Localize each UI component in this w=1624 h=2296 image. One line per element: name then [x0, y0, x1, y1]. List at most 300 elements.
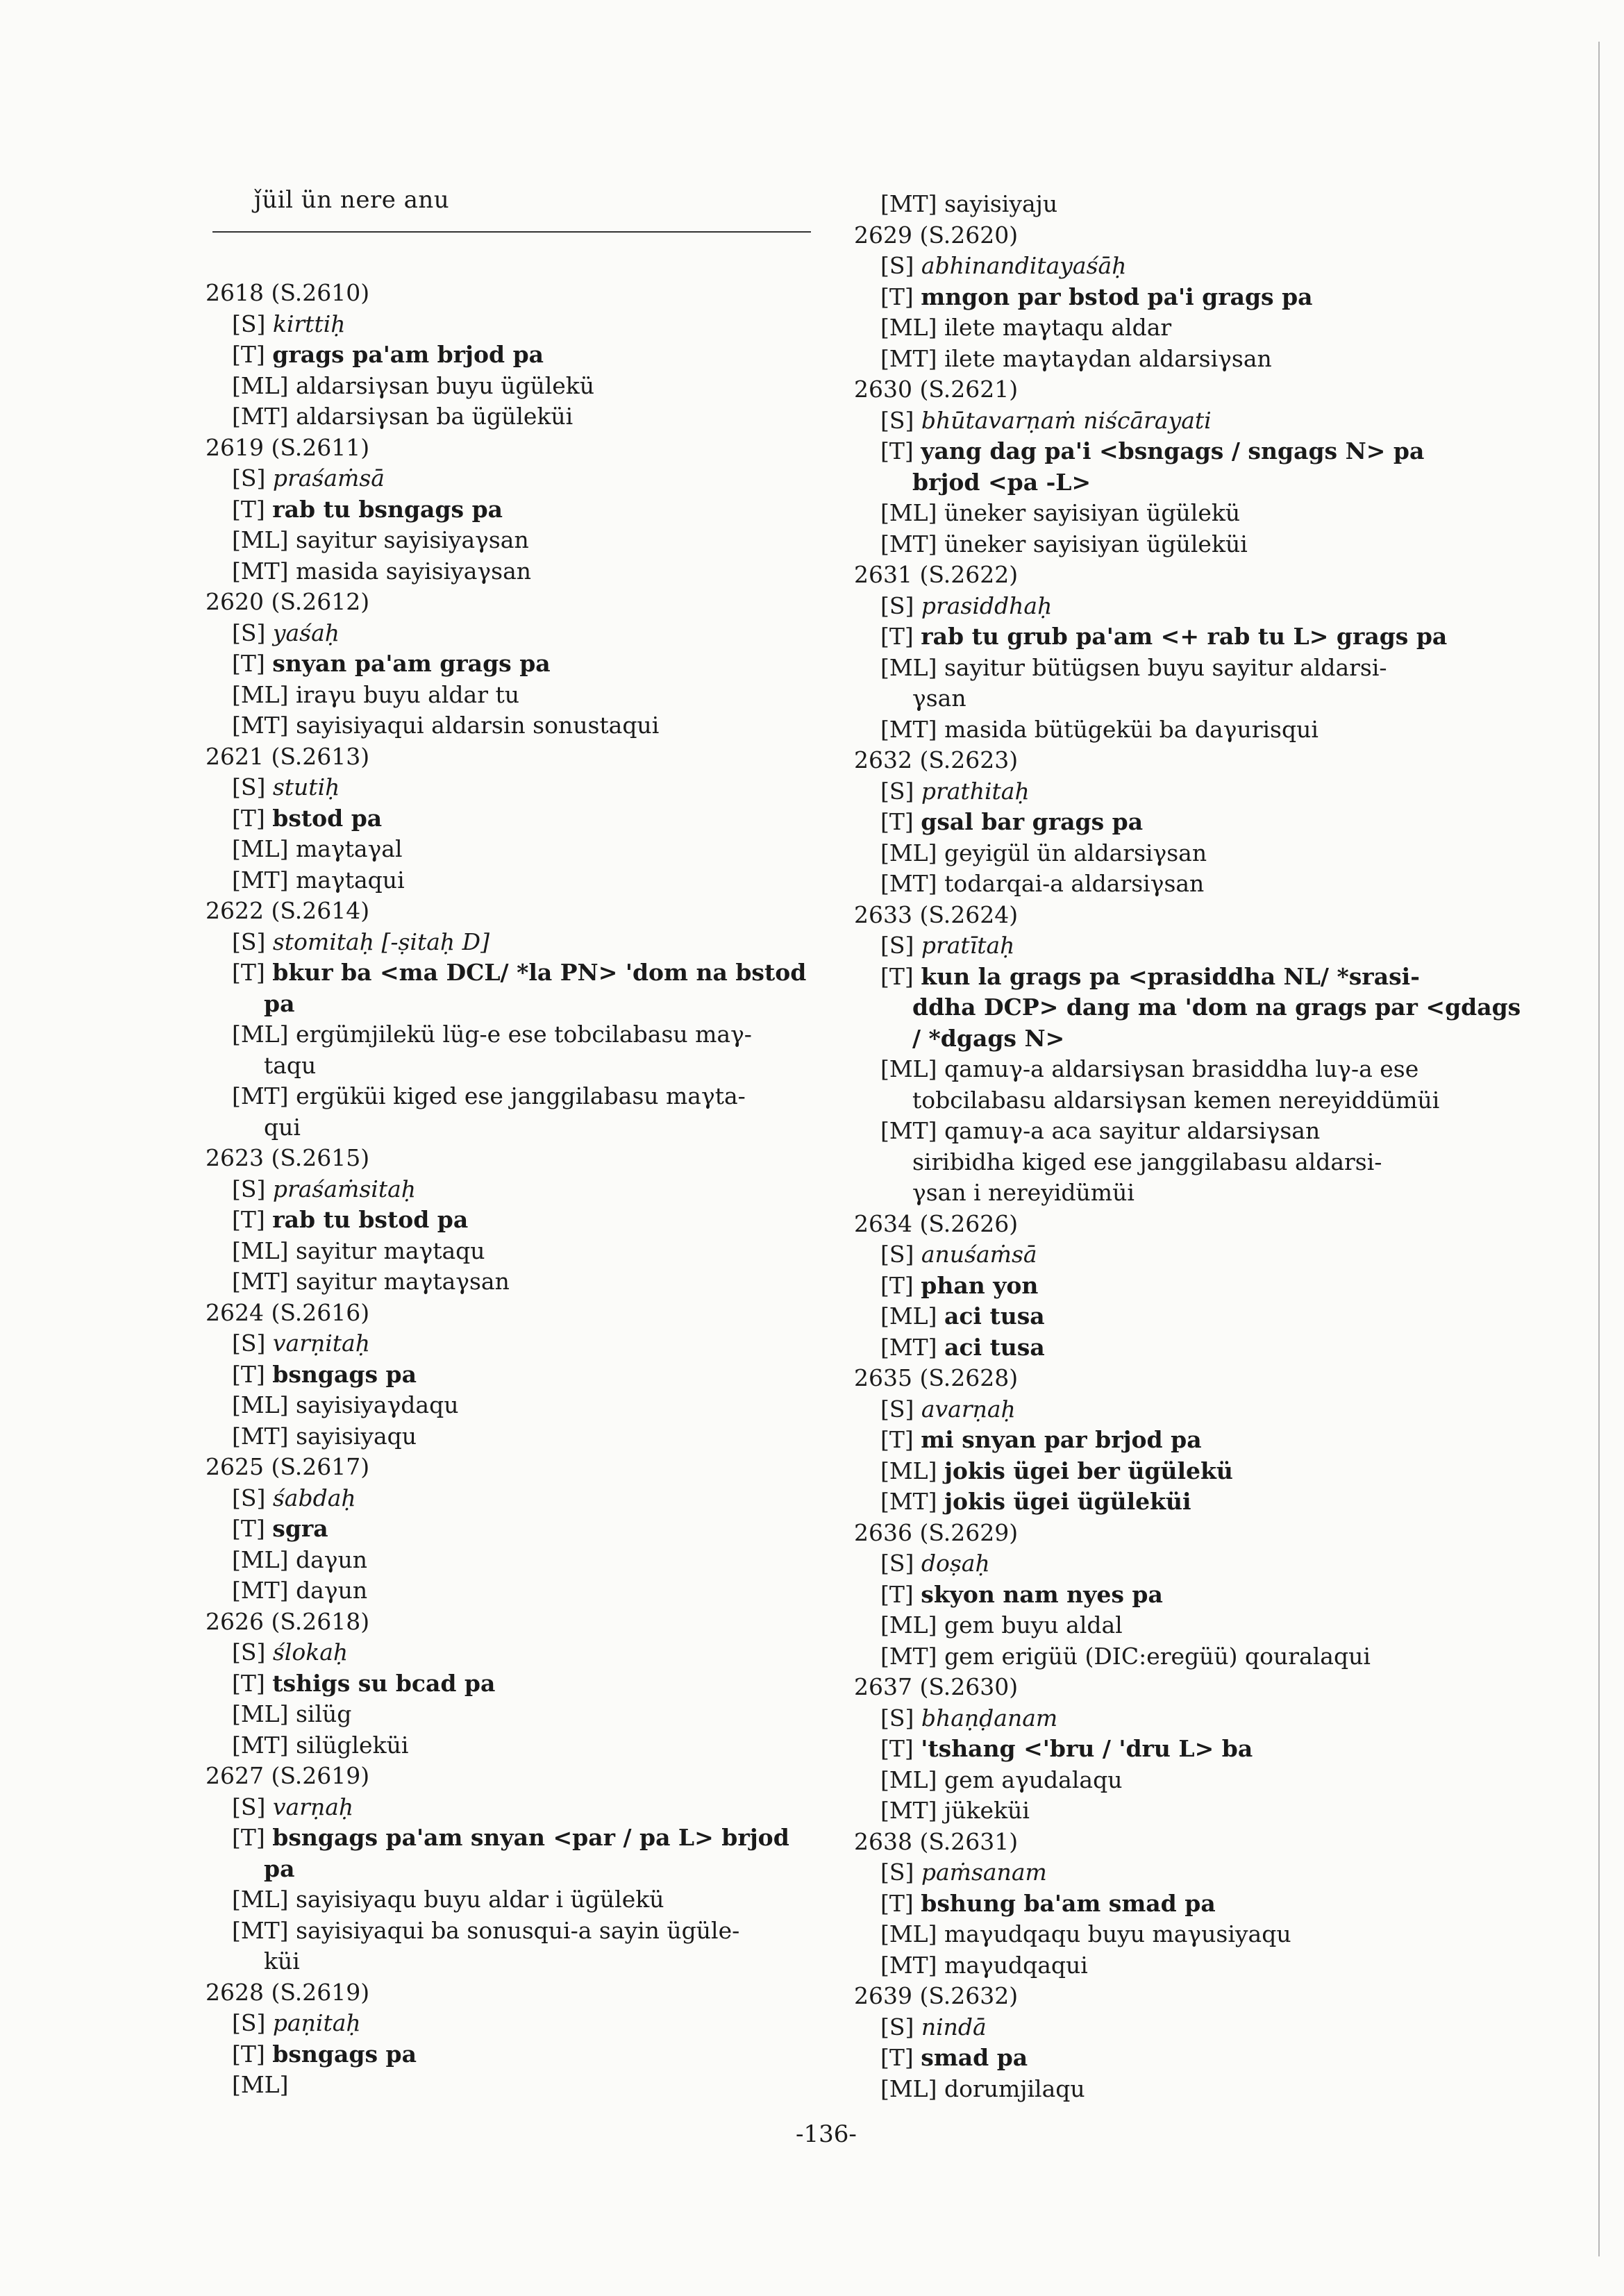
- entry-label: [ML]: [232, 1545, 289, 1573]
- entry-text: iraγu buyu aldar tu: [295, 680, 519, 708]
- entry-line: [854, 1734, 1472, 1765]
- entry-line: [854, 312, 1472, 344]
- entry-line: [854, 1919, 1472, 1950]
- entry-label: [S]: [880, 2013, 914, 2041]
- entry-text: silügleküi: [296, 1731, 409, 1759]
- entry-number: 2635 (S.2628): [854, 1364, 1019, 1391]
- entry-line: [854, 405, 1472, 437]
- entry-continuation: küi: [264, 1947, 300, 1975]
- right-column: [854, 189, 1521, 2104]
- entry-continuation: taqu: [264, 1051, 317, 1079]
- entry-label: [S]: [880, 777, 914, 805]
- entry-line: [206, 618, 823, 649]
- entry-number: 2626 (S.2618): [206, 1607, 370, 1635]
- entry-label: [S]: [880, 1859, 914, 1886]
- entry-line: [854, 498, 1472, 529]
- entry-label: [T]: [232, 959, 265, 986]
- entry-label: [MT]: [880, 344, 937, 372]
- entry-line: [206, 463, 823, 494]
- entry-line: [854, 1332, 1472, 1364]
- entry-continuation: pa: [264, 1854, 295, 1882]
- entry-line: [854, 1641, 1472, 1673]
- entry-number: 2627 (S.2619): [206, 1762, 370, 1789]
- entry-label: [ML]: [880, 1457, 937, 1484]
- entry-continuation: tobcilabasu aldarsiγsan kemen nereyiddümüi: [912, 1086, 1440, 1114]
- entry-text: qamuγ-a aldarsiγsan brasiddha luγ-a ese: [944, 1055, 1419, 1082]
- entry-number: 2634 (S.2626): [854, 1209, 1019, 1237]
- entry-line: [854, 1425, 1472, 1456]
- entry-line: [206, 927, 823, 958]
- entry-text: sayitur maγtaqu: [295, 1237, 485, 1264]
- entry-line: [206, 401, 823, 433]
- entry-line: [854, 2012, 1472, 2043]
- entry-line: [206, 1081, 823, 1112]
- entry-line: [854, 1301, 1472, 1332]
- entry-number: 2621 (S.2613): [206, 742, 370, 770]
- entry-line: [206, 371, 823, 402]
- entry-number: 2633 (S.2624): [854, 900, 1019, 928]
- entry-line: [206, 1483, 823, 1514]
- entry-label: [ML]: [232, 680, 289, 708]
- entry-text: maγtaqui: [296, 866, 405, 894]
- entry-label: [MT]: [880, 530, 937, 558]
- entry-text: maγudqaqu buyu maγusiyaqu: [944, 1920, 1291, 1947]
- entry-text: aci tusa: [944, 1302, 1045, 1330]
- entry-text: aldarsiγsan ba ügüleküi: [296, 403, 574, 430]
- entry-text: kirttiḥ: [272, 310, 346, 337]
- entry-text: ilete maγtaγdan aldarsiγsan: [944, 344, 1272, 372]
- entry-line: [206, 1266, 823, 1298]
- entry-label: [MT]: [232, 403, 289, 430]
- entry-text: gem buyu aldal: [944, 1611, 1123, 1639]
- entry-label: [MT]: [880, 190, 937, 217]
- entry-line: [206, 648, 823, 680]
- entry-label: [S]: [232, 464, 266, 492]
- entry-line: [206, 1514, 823, 1545]
- entry-text: yaśaḥ: [272, 619, 340, 646]
- entry-text: śabdaḥ: [272, 1484, 356, 1511]
- entry-line: [206, 1730, 823, 1761]
- entry-text: dorumjilaqu: [944, 2075, 1085, 2102]
- entry-label: [ML]: [880, 1766, 937, 1793]
- entry-number: 2619 (S.2611): [206, 433, 370, 461]
- entry-label: [ML]: [880, 1302, 937, 1330]
- entry-label: [T]: [880, 808, 914, 835]
- entry-text: varṇitaḥ: [272, 1330, 370, 1357]
- entry-text: silüg: [295, 1700, 352, 1727]
- entry-line: [206, 1699, 823, 1730]
- entry-line: [854, 714, 1472, 746]
- entry-text: rab tu bsngags pa: [272, 495, 503, 523]
- entry-text: rab tu grub pa'am <+ rab tu L> grags pa: [921, 623, 1448, 650]
- entry-label: [S]: [232, 2009, 266, 2036]
- entry-line: [854, 1486, 1472, 1518]
- entry-line: [854, 1054, 1472, 1085]
- entry-number: 2631 (S.2622): [854, 561, 1019, 588]
- entry-line: [206, 710, 823, 741]
- entry-label: [T]: [880, 2044, 914, 2071]
- entry-line: [854, 189, 1472, 220]
- entry-label: [MT]: [880, 715, 937, 743]
- entry-continuation: / *dgags N>: [912, 1024, 1065, 1052]
- entry-label: [S]: [232, 1484, 266, 1511]
- entry-label: [MT]: [232, 1422, 289, 1450]
- entry-label: [MT]: [880, 1333, 937, 1361]
- entry-label: [MT]: [232, 1731, 289, 1759]
- entry-line: [854, 1795, 1472, 1827]
- entry-label: [S]: [232, 1175, 266, 1203]
- entry-text: bsngags pa: [272, 2040, 417, 2068]
- entry-text: maγudqaqui: [944, 1951, 1088, 1979]
- entry-line: [854, 529, 1472, 560]
- entry-label: [T]: [232, 495, 265, 523]
- entry-text: jokis ügei ber ügülekü: [944, 1457, 1233, 1484]
- entry-label: [ML]: [232, 371, 289, 399]
- entry-label: [ML]: [880, 2075, 937, 2102]
- entry-text: varṇaḥ: [272, 1793, 354, 1820]
- entry-line: [206, 803, 823, 835]
- entry-label: [T]: [232, 1669, 265, 1697]
- entry-text: gem erigüü (DIC:eregüü) qouralaqui: [944, 1642, 1371, 1670]
- entry-line: [206, 1019, 823, 1050]
- entry-label: [MT]: [880, 1797, 937, 1824]
- entry-label: [MT]: [232, 1268, 289, 1295]
- entry-line: [206, 1916, 823, 1947]
- entry-line: [206, 1328, 823, 1359]
- entry-label: [S]: [880, 1395, 914, 1423]
- entry-number: 2636 (S.2629): [854, 1518, 1019, 1546]
- entry-number: 2625 (S.2617): [206, 1453, 370, 1480]
- entry-line: [854, 591, 1472, 622]
- entry-line: [206, 1792, 823, 1823]
- entry-text: yang dag pa'i <bsngags / sngags N> pa: [921, 437, 1425, 464]
- entry-line: [206, 1545, 823, 1576]
- entry-text: kun la grags pa <prasiddha NL/ *srasi-: [921, 962, 1420, 990]
- entry-text: bsngags pa'am snyan <par / pa L> brjod: [272, 1824, 789, 1851]
- entry-label: [T]: [880, 1735, 914, 1762]
- entry-label: [S]: [880, 932, 914, 959]
- entry-text: masida bütügeküi ba daγurisqui: [944, 715, 1319, 743]
- entry-text: anuśaṁsā: [921, 1241, 1037, 1268]
- entry-text: sayisiyaqu: [296, 1422, 417, 1450]
- entry-line: [854, 962, 1472, 993]
- entry-label: [MT]: [232, 1082, 289, 1109]
- entry-label: [ML]: [232, 1886, 289, 1913]
- entry-text: paṁsanam: [921, 1859, 1047, 1886]
- header-rule: [212, 231, 811, 233]
- entry-text: todarqai-a aldarsiγsan: [944, 870, 1205, 897]
- entry-label: [T]: [232, 1206, 265, 1233]
- entry-label: [S]: [232, 773, 266, 801]
- entry-text: gem aγudalaqu: [944, 1766, 1123, 1793]
- entry-text: stomitaḥ [-ṣitaḥ D]: [272, 928, 489, 955]
- entry-line: [206, 494, 823, 526]
- entry-text: qamuγ-a aca sayitur aldarsiγsan: [944, 1117, 1321, 1144]
- entry-label: [T]: [232, 2040, 265, 2068]
- entry-line: [854, 2043, 1472, 2074]
- entry-text: mi snyan par brjod pa: [921, 1426, 1202, 1453]
- entry-text: daγun: [296, 1577, 368, 1604]
- entry-label: [MT]: [232, 866, 289, 894]
- entry-label: [S]: [232, 1330, 266, 1357]
- entry-line: [854, 282, 1472, 313]
- entry-text: aldarsiγsan buyu ügülekü: [295, 371, 595, 399]
- entry-text: bkur ba <ma DCL/ *la PN> 'dom na bstod: [272, 959, 807, 986]
- entry-label: [MT]: [232, 1916, 289, 1944]
- entry-text: nindā: [921, 2013, 987, 2041]
- entry-number: 2620 (S.2612): [206, 588, 370, 615]
- entry-text: paṇitaḥ: [272, 2009, 361, 2036]
- entry-label: [ML]: [232, 526, 289, 553]
- entry-label: [ML]: [880, 1920, 937, 1947]
- entry-continuation: γsan: [912, 685, 966, 712]
- entry-text: doṣaḥ: [921, 1550, 990, 1577]
- entry-line: [854, 1271, 1472, 1302]
- entry-label: [T]: [880, 1271, 914, 1299]
- entry-line: [854, 1579, 1472, 1611]
- entry-text: jokis ügei ügüleküi: [944, 1488, 1191, 1515]
- entry-line: [854, 653, 1472, 684]
- entry-text: mngon par bstod pa'i grags pa: [921, 283, 1313, 310]
- entry-label: [S]: [880, 406, 914, 434]
- entry-label: [T]: [880, 283, 914, 310]
- entry-number: 2624 (S.2616): [206, 1298, 370, 1326]
- entry-label: [ML]: [880, 499, 937, 526]
- entry-number: 2629 (S.2620): [854, 221, 1019, 249]
- entry-label: [MT]: [880, 1117, 937, 1144]
- entry-text: gsal bar grags pa: [921, 808, 1144, 835]
- entry-line: [854, 436, 1472, 467]
- entry-line: [206, 1637, 823, 1668]
- entry-line: [854, 1116, 1472, 1147]
- entry-line: [206, 1575, 823, 1607]
- entry-text: grags pa'am brjod pa: [272, 341, 544, 368]
- entry-line: [206, 865, 823, 896]
- entry-text: ślokaḥ: [272, 1639, 349, 1666]
- entry-label: [T]: [880, 1426, 914, 1453]
- entry-label: [MT]: [232, 1577, 289, 1604]
- entry-text: üneker sayisiyan ügüleküi: [944, 530, 1248, 558]
- scan-edge-line: [1598, 42, 1600, 2256]
- entry-label: [ML]: [232, 2071, 289, 2098]
- entry-text: smad pa: [921, 2044, 1028, 2071]
- entry-text: sayisiyaqui ba sonusqui-a sayin ügüle-: [296, 1916, 740, 1944]
- entry-label: [S]: [232, 1793, 266, 1820]
- entry-line: [854, 838, 1472, 869]
- entry-text: daγun: [295, 1545, 367, 1573]
- entry-line: [206, 556, 823, 587]
- entry-line: [854, 1610, 1472, 1641]
- entry-number: 2628 (S.2619): [206, 1978, 370, 2006]
- entry-text: sayisiyaju: [944, 190, 1058, 217]
- entry-line: [854, 930, 1472, 962]
- entry-text: 'tshang <'bru / 'dru L> ba: [921, 1735, 1253, 1762]
- entry-line: [854, 1888, 1472, 1920]
- entry-line: [206, 1668, 823, 1700]
- entry-line: [854, 1456, 1472, 1487]
- entry-label: [T]: [232, 804, 265, 832]
- entry-line: [854, 807, 1472, 838]
- entry-label: [MT]: [880, 1488, 937, 1515]
- entry-text: sayitur bütügsen buyu sayitur aldarsi-: [944, 653, 1387, 681]
- page-header-title: ǰüil ün nere anu: [254, 186, 450, 214]
- entry-line: [206, 1359, 823, 1391]
- entry-line: [854, 1857, 1472, 1888]
- entry-text: üneker sayisiyan ügülekü: [944, 499, 1241, 526]
- entry-label: [MT]: [880, 1642, 937, 1670]
- entry-line: [854, 2074, 1472, 2105]
- entry-text: sayisiyaγdaqu: [295, 1391, 459, 1418]
- entry-text: bhūtavarṇaṁ niścārayati: [921, 406, 1212, 434]
- entry-label: [T]: [880, 623, 914, 650]
- entry-label: [ML]: [880, 839, 937, 866]
- entry-label: [MT]: [232, 712, 289, 739]
- entry-text: snyan pa'am grags pa: [272, 650, 551, 677]
- entry-text: bstod pa: [272, 804, 383, 832]
- entry-number: 2632 (S.2623): [854, 746, 1019, 773]
- entry-text: jükeküi: [944, 1797, 1030, 1824]
- entry-text: rab tu bstod pa: [272, 1206, 469, 1233]
- entry-label: [ML]: [880, 1611, 937, 1639]
- entry-continuation: brjod <pa -L>: [912, 468, 1091, 496]
- entry-label: [ML]: [880, 653, 937, 681]
- entry-text: sgra: [272, 1515, 328, 1542]
- entry-number: 2618 (S.2610): [206, 279, 370, 306]
- entry-label: [ML]: [232, 1237, 289, 1264]
- entry-line: [206, 680, 823, 711]
- entry-text: ergümjilekü lüg-e ese tobcilabasu maγ-: [295, 1021, 752, 1048]
- entry-text: maγtaγal: [295, 835, 403, 862]
- entry-label: [T]: [232, 1824, 265, 1851]
- left-column: [206, 278, 823, 2101]
- entry-line: [854, 251, 1472, 282]
- entry-line: [206, 1205, 823, 1236]
- entry-text: abhinanditayaśāḥ: [921, 252, 1127, 279]
- entry-label: [ML]: [232, 1391, 289, 1418]
- entry-continuation: γsan i nereyidümüi: [912, 1179, 1135, 1206]
- entry-label: [MT]: [880, 870, 937, 897]
- entry-label: [ML]: [232, 1021, 289, 1048]
- entry-text: bshung ba'am smad pa: [921, 1889, 1216, 1917]
- entry-line: [206, 2008, 823, 2039]
- entry-line: [854, 1703, 1472, 1734]
- entry-text: phan yon: [921, 1271, 1039, 1299]
- entry-label: [T]: [232, 1515, 265, 1542]
- entry-label: [ML]: [232, 1700, 289, 1727]
- entry-line: [854, 1765, 1472, 1796]
- entry-number: 2623 (S.2615): [206, 1144, 370, 1171]
- entry-text: geyigül ün aldarsiγsan: [944, 839, 1207, 866]
- entry-number: 2638 (S.2631): [854, 1827, 1019, 1855]
- entry-line: [206, 957, 823, 989]
- entry-label: [T]: [880, 962, 914, 990]
- entry-continuation: siribidha kiged ese janggilabasu aldarsi-: [912, 1148, 1382, 1175]
- entry-line: [854, 621, 1472, 653]
- entry-continuation: qui: [264, 1113, 301, 1141]
- entry-number: 2639 (S.2632): [854, 1982, 1019, 2009]
- entry-line: [854, 776, 1472, 807]
- entry-line: [206, 1884, 823, 1916]
- entry-number: 2622 (S.2614): [206, 897, 370, 924]
- entry-text: skyon nam nyes pa: [921, 1580, 1163, 1608]
- entry-number: 2630 (S.2621): [854, 376, 1019, 403]
- entry-text: sayisiyaqu buyu aldar i ügülekü: [295, 1886, 664, 1913]
- entry-line: [206, 340, 823, 371]
- entry-text: tshigs su bcad pa: [272, 1669, 496, 1697]
- entry-text: prathitaḥ: [921, 777, 1030, 805]
- entry-continuation: pa: [264, 989, 295, 1017]
- entry-text: praśaṁsitaḥ: [272, 1175, 417, 1203]
- entry-label: [S]: [880, 592, 914, 619]
- entry-text: pratītaḥ: [921, 932, 1015, 959]
- entry-label: [S]: [880, 1704, 914, 1732]
- entry-label: [ML]: [232, 835, 289, 862]
- page-number: -136-: [796, 2120, 857, 2148]
- entry-text: sayitur maγtaγsan: [296, 1268, 510, 1295]
- entry-number: 2637 (S.2630): [854, 1673, 1019, 1700]
- entry-label: [ML]: [880, 314, 937, 341]
- entry-label: [S]: [232, 1639, 266, 1666]
- entry-label: [T]: [880, 1889, 914, 1917]
- entry-continuation: ddha DCP> dang ma 'dom na grags par <gdags: [912, 994, 1521, 1021]
- entry-line: [854, 1950, 1472, 1981]
- entry-text: aci tusa: [944, 1333, 1045, 1361]
- entry-label: [S]: [880, 252, 914, 279]
- entry-line: [206, 834, 823, 865]
- entry-label: [S]: [880, 1550, 914, 1577]
- entry-label: [S]: [232, 928, 266, 955]
- entry-line: [206, 1421, 823, 1452]
- entry-line: [854, 344, 1472, 375]
- entry-label: [T]: [232, 341, 265, 368]
- entry-line: [206, 2070, 823, 2101]
- entry-line: [206, 1236, 823, 1267]
- entry-label: [T]: [880, 1580, 914, 1608]
- entry-text: praśaṁsā: [272, 464, 385, 492]
- entry-text: bhaṇḍanam: [921, 1704, 1058, 1732]
- entry-label: [MT]: [880, 1951, 937, 1979]
- entry-label: [T]: [232, 1360, 265, 1388]
- entry-line: [206, 1390, 823, 1421]
- entry-line: [206, 2039, 823, 2070]
- entry-text: sayisiyaqui aldarsin sonustaqui: [296, 712, 660, 739]
- entry-line: [206, 772, 823, 803]
- entry-label: [MT]: [232, 557, 289, 585]
- entry-line: [206, 309, 823, 340]
- entry-line: [206, 1174, 823, 1205]
- entry-label: [S]: [232, 619, 266, 646]
- entry-label: [T]: [880, 437, 914, 464]
- entry-text: stutiḥ: [272, 773, 340, 801]
- entry-line: [206, 525, 823, 556]
- entry-text: masida sayisiyaγsan: [296, 557, 532, 585]
- entry-text: sayitur sayisiyaγsan: [295, 526, 529, 553]
- entry-text: ilete maγtaqu aldar: [944, 314, 1172, 341]
- entry-line: [854, 1548, 1472, 1579]
- entry-text: bsngags pa: [272, 1360, 417, 1388]
- entry-text: avarṇaḥ: [921, 1395, 1016, 1423]
- entry-text: ergüküi kiged ese janggilabasu maγta-: [296, 1082, 746, 1109]
- entry-label: [T]: [232, 650, 265, 677]
- entry-line: [854, 1239, 1472, 1271]
- entry-label: [S]: [232, 310, 266, 337]
- entry-label: [ML]: [880, 1055, 937, 1082]
- entry-line: [854, 1394, 1472, 1425]
- entry-line: [854, 869, 1472, 900]
- entry-label: [S]: [880, 1241, 914, 1268]
- entry-text: prasiddhaḥ: [921, 592, 1053, 619]
- entry-line: [206, 1822, 823, 1854]
